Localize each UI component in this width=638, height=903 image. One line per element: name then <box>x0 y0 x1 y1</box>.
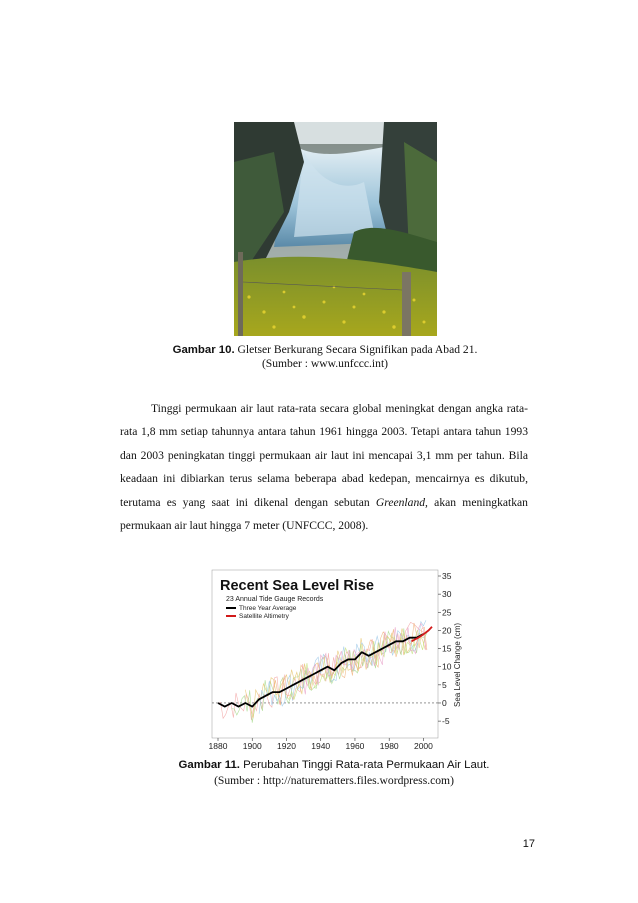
figure-10-label: Gambar 10. <box>172 344 235 356</box>
x-tick-label: 1900 <box>242 741 262 751</box>
y-tick-label: 0 <box>442 697 447 708</box>
sea-level-chart-svg <box>208 570 470 753</box>
y-axis-label: Sea Level Change (cm) <box>453 622 462 708</box>
legend-label-three-year: Three Year Average <box>239 605 297 612</box>
glacier-photo <box>234 122 437 336</box>
y-tick-label: 35 <box>442 571 452 581</box>
y-tick-label: 10 <box>442 661 452 672</box>
y-tick-label: 15 <box>442 643 452 654</box>
figure-11-title: Perubahan Tinggi Rata-rata Permukaan Air Laut. <box>243 759 490 771</box>
paragraph-text-2: akan meningkatkan permukaan air laut hingga 7 meter (UNFCCC, 2008). <box>120 495 528 533</box>
figure-11-caption <box>130 757 538 788</box>
x-tick-label: 1880 <box>208 741 228 751</box>
y-tick-label: 25 <box>442 607 452 618</box>
page-number: 17 <box>522 838 535 850</box>
y-tick-label: 30 <box>442 589 452 600</box>
paragraph-text-1: Tinggi permukaan air laut rata-rata secara global meningkat dengan angka rata-rata 1,8 mm setiap tahunnya antara tahun 1961 hingga 2003. Tetapi antara tahun 1993 dan 2003 peningkatan tinggi permukaan air laut ini mencapai 3,1 mm per tahun. Bila keadaan ini dibiarkan terus selama beberapa abad kedepan, mencairnya es dikutub, terutama es yang saat ini dikenal dengan sebutan <box>120 402 528 509</box>
legend-label-satellite: Satellite Altimetry <box>239 613 289 620</box>
chart-subtitle: 23 Annual Tide Gauge Records <box>226 596 324 603</box>
chart-title: Recent Sea Level Rise <box>220 578 374 594</box>
sea-level-chart <box>208 570 470 753</box>
body-paragraph <box>120 397 528 537</box>
y-tick-label: 5 <box>442 679 447 690</box>
x-tick-label: 2000 <box>413 741 433 751</box>
x-axis-ticks <box>209 738 434 751</box>
x-tick-label: 1940 <box>311 741 331 751</box>
figure-10-source: (Sumber : www.unfccc.int) <box>261 357 389 370</box>
x-tick-label: 1980 <box>379 741 399 751</box>
figure-11-source: (Sumber : http://naturematters.files.wordpress.com) <box>214 774 454 787</box>
y-axis-ticks <box>438 571 452 726</box>
x-tick-label: 1920 <box>277 741 296 751</box>
figure-11-label: Gambar 11. <box>178 759 240 771</box>
figure-10-caption <box>130 343 520 371</box>
y-tick-label: -5 <box>442 716 450 727</box>
glacier-image <box>234 122 437 336</box>
y-tick-label: 20 <box>442 625 452 636</box>
paragraph-italic-term: Greenland, <box>375 495 428 509</box>
figure-10-title: Gletser Berkurang Secara Signifikan pada Abad 21. <box>237 343 478 356</box>
x-tick-label: 1960 <box>345 741 365 751</box>
